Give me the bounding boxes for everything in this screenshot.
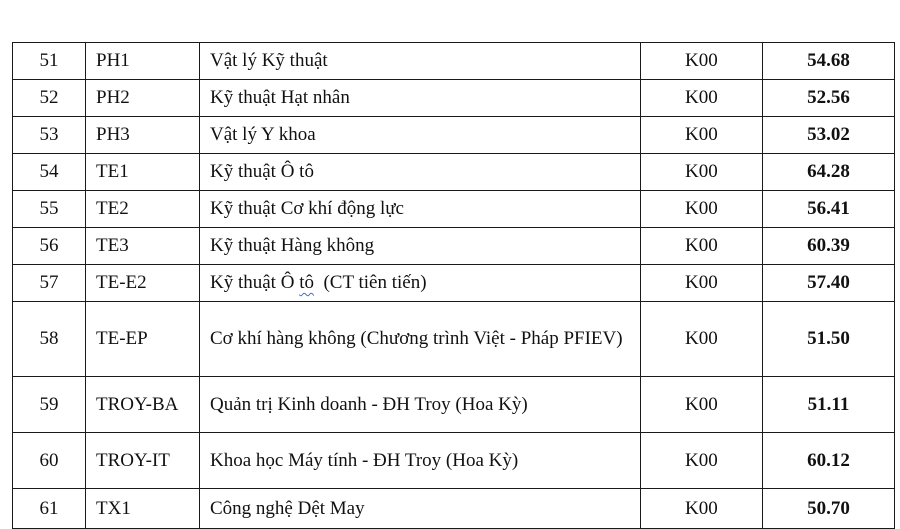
table-row (13, 43, 895, 80)
table-row (13, 228, 895, 265)
admission-score: 54.68 (763, 43, 895, 80)
row-number: 55 (13, 191, 86, 228)
row-number: 56 (13, 228, 86, 265)
table-row (13, 433, 895, 489)
admission-score: 60.12 (763, 433, 895, 489)
program-name: Kỹ thuật Hàng không (200, 228, 641, 265)
program-name: Quản trị Kinh doanh - ĐH Troy (Hoa Kỳ) (200, 377, 641, 433)
program-name: Công nghệ Dệt May (200, 489, 641, 529)
program-code: TE3 (86, 228, 200, 265)
program-code: TE2 (86, 191, 200, 228)
row-number: 58 (13, 302, 86, 377)
program-code: PH3 (86, 117, 200, 154)
program-code: TE1 (86, 154, 200, 191)
table-row (13, 377, 895, 433)
row-number: 54 (13, 154, 86, 191)
program-name: Kỹ thuật Hạt nhân (200, 80, 641, 117)
row-number: 53 (13, 117, 86, 154)
exam-block: K00 (641, 43, 763, 80)
program-code: TE-E2 (86, 265, 200, 302)
program-name-part: Kỹ thuật Ô (210, 272, 300, 293)
table-row (13, 489, 895, 529)
program-code: PH1 (86, 43, 200, 80)
program-code: TE-EP (86, 302, 200, 377)
program-name-part: (CT tiên tiến) (313, 272, 427, 293)
row-number: 57 (13, 265, 86, 302)
row-number: 59 (13, 377, 86, 433)
admission-score: 53.02 (763, 117, 895, 154)
admission-score: 52.56 (763, 80, 895, 117)
row-number: 60 (13, 433, 86, 489)
admission-score: 56.41 (763, 191, 895, 228)
program-code: PH2 (86, 80, 200, 117)
program-name (200, 265, 641, 302)
spellcheck-flagged-word: tô (299, 272, 314, 293)
admission-score: 64.28 (763, 154, 895, 191)
exam-block: K00 (641, 80, 763, 117)
program-name: Kỹ thuật Ô tô (200, 154, 641, 191)
table-row (13, 154, 895, 191)
program-code: TROY-BA (86, 377, 200, 433)
table-row (13, 117, 895, 154)
exam-block: K00 (641, 489, 763, 529)
row-number: 51 (13, 43, 86, 80)
admission-score-table (12, 42, 895, 529)
program-code: TX1 (86, 489, 200, 529)
program-name: Vật lý Y khoa (200, 117, 641, 154)
exam-block: K00 (641, 228, 763, 265)
table-row (13, 265, 895, 302)
admission-score: 60.39 (763, 228, 895, 265)
exam-block: K00 (641, 302, 763, 377)
exam-block: K00 (641, 377, 763, 433)
admission-score: 57.40 (763, 265, 895, 302)
exam-block: K00 (641, 117, 763, 154)
program-code: TROY-IT (86, 433, 200, 489)
program-name: Vật lý Kỹ thuật (200, 43, 641, 80)
admission-score: 51.11 (763, 377, 895, 433)
admission-score: 51.50 (763, 302, 895, 377)
table-row (13, 80, 895, 117)
program-name: Cơ khí hàng không (Chương trình Việt - Pháp PFIEV) (200, 302, 641, 377)
exam-block: K00 (641, 433, 763, 489)
table-row (13, 191, 895, 228)
row-number: 61 (13, 489, 86, 529)
row-number: 52 (13, 80, 86, 117)
program-name: Khoa học Máy tính - ĐH Troy (Hoa Kỳ) (200, 433, 641, 489)
table-row (13, 302, 895, 377)
admission-score: 50.70 (763, 489, 895, 529)
exam-block: K00 (641, 191, 763, 228)
exam-block: K00 (641, 265, 763, 302)
program-name: Kỹ thuật Cơ khí động lực (200, 191, 641, 228)
exam-block: K00 (641, 154, 763, 191)
